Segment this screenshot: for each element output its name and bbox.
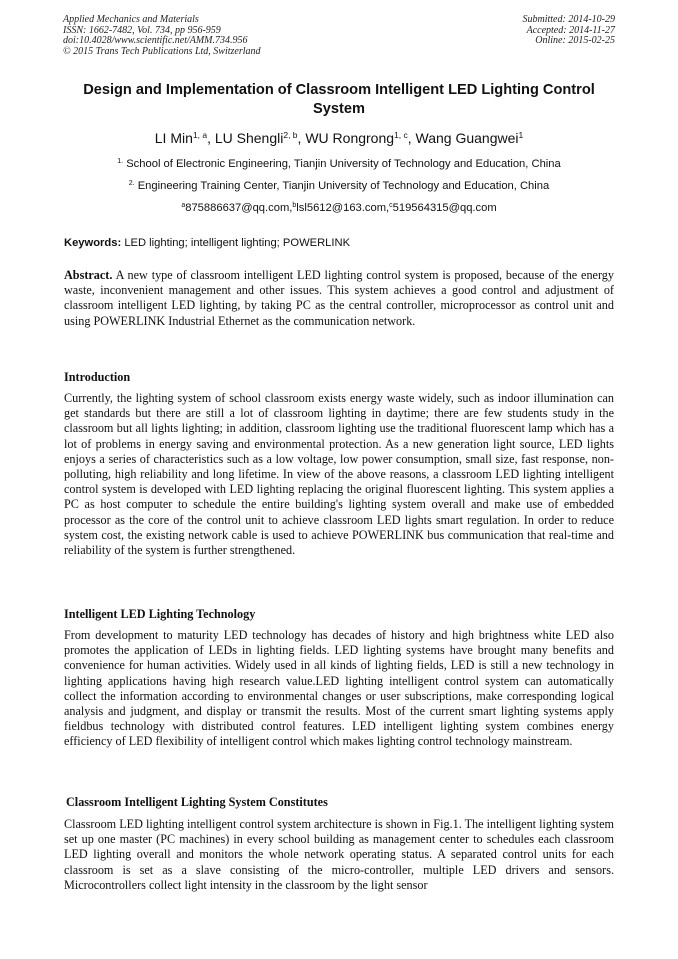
author-list xyxy=(40,129,638,147)
section-heading: Introduction xyxy=(64,370,131,384)
keywords-label: Keywords: xyxy=(64,237,122,249)
email-link[interactable]: 519564315@qq.com xyxy=(392,202,497,214)
submitted-date: Submitted: 2014-10-29 xyxy=(522,14,615,25)
email-list: $^a$875886637@qq.com,$^b$lsl5612@163.com,$^c$519564315@qq.com xyxy=(181,202,497,214)
section-paragraph: Classroom LED lighting intelligent control system architecture is shown in Fig.1. The intelligent lighting system set up one master (PC machines) in every school building as management center to schedules each classroom LED lighting overall and monitors the whole network operating status. A separated control units for each classroom is set as a slave consisting of the micro-controller, multiple LED drivers and sensors. Microcontrollers collect light intensity in the classroom by the light sensor xyxy=(64,817,614,892)
affiliation-2: $^{2.}$ Engineering Training Center, Tianjin University of Technology and Education, China xyxy=(128,180,550,192)
journal-issn: ISSN: 1662-7482, Vol. 734, pp 956-959 xyxy=(63,24,221,36)
abstract-label: Abstract. xyxy=(64,268,113,282)
paper-title: Design and Implementation of Classroom Intelligent LED Lighting Control System xyxy=(83,82,595,117)
author: LI Min$^{1, a}$, xyxy=(154,130,215,146)
journal-name: Applied Mechanics and Materials xyxy=(63,14,199,25)
section-paragraph: Currently, the lighting system of school classroom exists energy waste widely, such as indoor illumination can get standards but there are still a lot of classroom lighting in daytime; there are few students study in the classroom but all lights lighting; in addition, classroom lighting use the traditional fluorescent lamp which has a lot of problems in energy saving and environmental protection. As a new generation light source, LED lights enjoys a series of characteristics such as a low voltage, low power consumption, small size, fast response, non-polluting, high reliability and long lifetime. In view of the above reasons, a classroom LED lighting intelligent control system is developed with LED lighting replacing the original fluorescent lighting. This system applies a PC as host computer to schedule the entire building's lighting system overall and make use of embedded processor as the core of the control unit to achieve classroom LED lights smart regulation. In order to reduce system cost, the existing network cable is used to achieve POWERLINK bus communication that real-time and reliability of the system is further strengthened. xyxy=(64,391,614,558)
abstract-text: A new type of classroom intelligent LED lighting control system is proposed, because of the energy waste, inconvenient management and other issues. This system achieves a good control and adjustment of classroom intelligent LED lighting, by taking PC as the central controller, microprocessor as control unit and using POWERLINK Industrial Ethernet as the communication network. xyxy=(64,268,614,328)
accepted-date: Accepted: 2014-11-27 xyxy=(526,24,615,36)
email-link[interactable]: 875886637@qq.com, xyxy=(185,202,293,214)
affiliation-1: $^{1.}$ School of Electronic Engineering, Tianjin University of Technology and Education, China xyxy=(117,158,561,170)
dates-info xyxy=(523,15,616,47)
author: Wang Guangwei$^1$ xyxy=(415,130,524,146)
keywords-text: LED lighting; intelligent lighting; POWERLINK xyxy=(124,237,351,249)
section-paragraph: From development to maturity LED technology has decades of history and high brightness white LED also promotes the application of LEDs in lighting fields. LED lighting systems have brought many benefits and convenience for human activities. Widely used in all kinds of lighting fields, LED is still a new technology in lighting applications having high research value.LED lighting intelligent control system can automatically collect the information according to environmental changes or user subscriptions, make corresponding logical analysis and judgment, and display or transmit the results. Most of the current smart lighting systems apply fieldbus technology with distributed control features. LED intelligent lighting system combines energy efficiency of LED flexibility of intelligent control which makes lighting control technology mainstream. xyxy=(64,628,614,749)
online-date: Online: 2015-02-25 xyxy=(535,35,615,46)
email-link[interactable]: lsl5612@163.com, xyxy=(296,202,390,214)
section-heading: Intelligent LED Lighting Technology xyxy=(64,607,256,621)
section-heading: Classroom Intelligent Lighting System Constitutes xyxy=(66,795,328,809)
journal-info xyxy=(63,15,261,57)
author: LU Shengli$^{2, b}$, xyxy=(214,130,306,146)
journal-doi: doi:10.4028/www.scientific.net/AMM.734.956 xyxy=(63,35,248,46)
abstract xyxy=(64,268,614,329)
journal-copyright: © 2015 Trans Tech Publications Ltd, Switzerland xyxy=(63,45,261,57)
author: WU Rongrong$^{1, c}$, xyxy=(305,130,416,146)
keywords xyxy=(64,236,350,250)
